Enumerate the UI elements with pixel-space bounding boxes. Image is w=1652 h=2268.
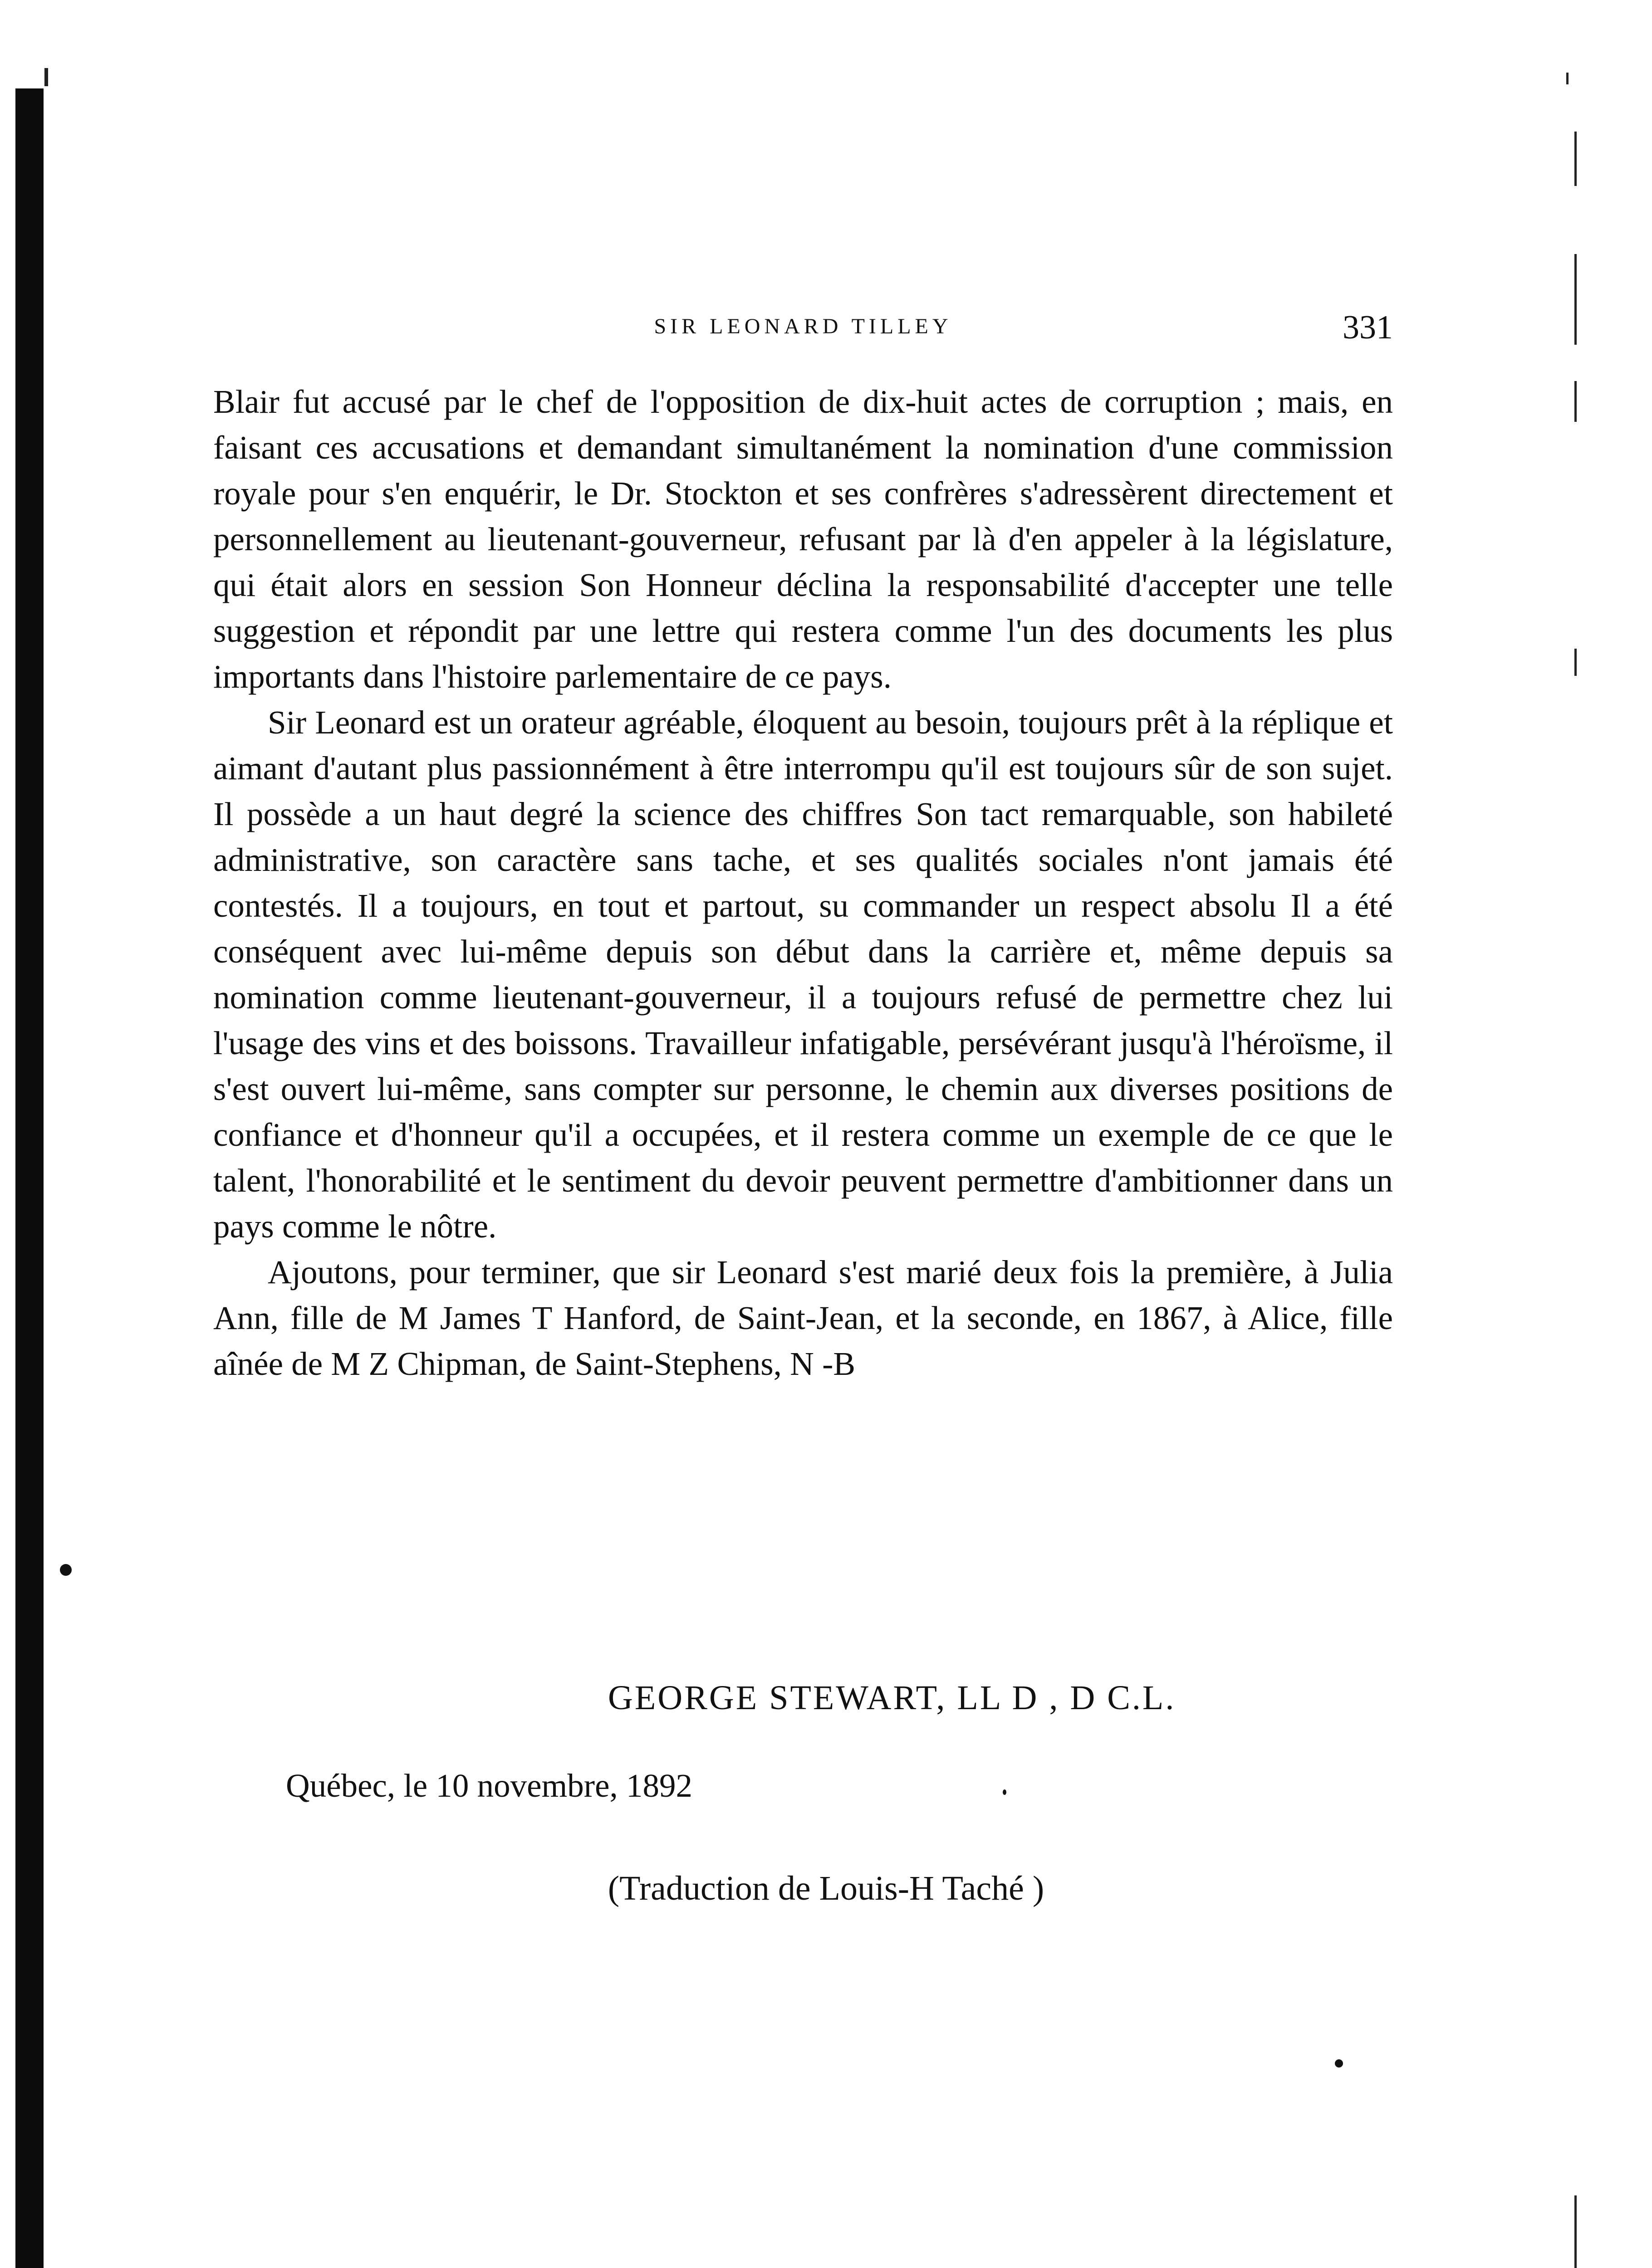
page-header [213,308,1393,349]
scan-speck [1003,1789,1006,1795]
scan-mark [1574,132,1577,186]
author-signature: GEORGE STEWART, LL D , D C.L. [608,1679,1176,1717]
scan-mark [44,68,48,86]
page-number: 331 [1343,309,1393,346]
scan-mark [1566,73,1569,84]
paragraph: Ajoutons, pour terminer, que sir Leonard s'est marié deux fois la première, à Julia Ann, fille de M James T Hanford, de Saint-Jean, et la seconde, en 1867, à Alice, fille aînée de M Z Chipman, de Saint-Stephens, N -B [213,1254,1393,1382]
scan-mark [1574,649,1577,676]
paragraph: Blair fut accusé par le chef de l'opposition de dix-huit actes de corruption ; mais, en faisant ces accusations et demandant simultanément la nomination d'une commission royale pour s'en enquérir, le Dr. Stockton et ses confrères s'adressèrent directement et personnellement au lieutenant-gouverneur, refusant par là d'en appeler à la législature, qui était alors en session Son Honneur déclina la responsabilité d'accepter une telle suggestion et répondit par une lettre qui restera comme l'un des documents les plus importants dans l'histoire parlementaire de ce pays. [213,383,1393,695]
body-text [213,379,1393,1387]
scan-speck [60,1564,72,1576]
dateline: Québec, le 10 novembre, 1892 [286,1767,692,1804]
scan-binding-edge [15,88,44,2268]
running-head: SIR LEONARD TILLEY [654,314,952,338]
scan-mark [1574,381,1577,422]
scan-speck [1335,2059,1343,2068]
paragraph: Sir Leonard est un orateur agréable, éloquent au besoin, toujours prêt à la réplique et aimant d'autant plus passionnément à être interrompu qu'il est toujours sûr de son sujet. Il possède a un haut degré la science des chiffres Son tact remarquable, son habileté administrative, son caractère sans tache, et ses qualités sociales n'ont jamais été contestés. Il a toujours, en tout et partout, su commander un respect absolu Il a été conséquent avec lui-même depuis son début dans la carrière et, même depuis sa nomination comme lieutenant-gouverneur, il a toujours refusé de permettre chez lui l'usage des vins et des boissons. Travailleur infatigable, persévérant jusqu'à l'héroïsme, il s'est ouvert lui-même, sans compter sur personne, le chemin aux diverses positions de confiance et d'honneur qu'il a occupées, et il restera comme un exemple de ce que le talent, l'honorabilité et le sentiment du devoir peuvent permettre d'ambitionner dans un pays comme le nôtre. [213,704,1393,1245]
scan-mark [1574,2195,1577,2268]
translation-note: (Traduction de Louis-H Taché ) [608,1869,1044,1907]
scan-mark [1574,254,1577,345]
